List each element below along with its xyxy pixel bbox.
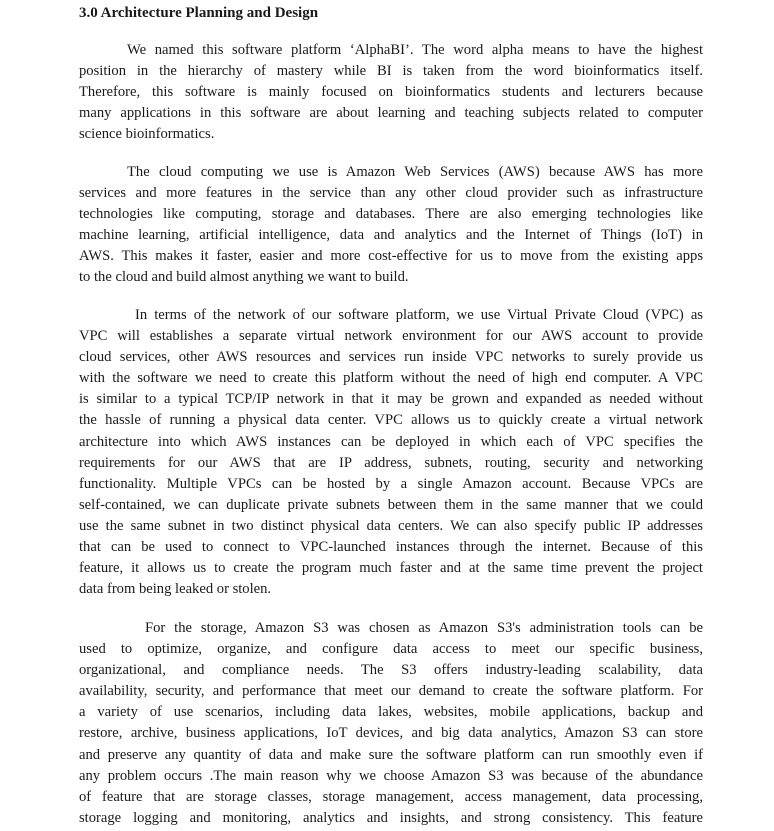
text-line: cloud services, other AWS resources and services run inside VPC networks to surely provide us — [79, 349, 703, 366]
text-line: availability, security, and performance that meet our demand to create the software platform. For — [79, 683, 703, 700]
paragraph-aws — [79, 162, 703, 289]
text-line: architecture into which AWS instances can be deployed in which each of VPC specifies the — [79, 433, 703, 450]
text-line: the hassle of running a physical data center. VPC allows us to quickly create a virtual network — [79, 412, 703, 429]
text-line: AWS. This makes it faster, easier and more cost-effective for us to move from the existing apps — [79, 248, 703, 265]
text-line: Therefore, this software is mainly focused on bioinformatics students and lecturers because — [79, 84, 703, 101]
text-line: is similar to a typical TCP/IP network in that it may be grown and expanded as needed without — [79, 391, 703, 408]
text-line: requirements for our AWS that are IP address, subnets, routing, security and networking — [79, 454, 703, 471]
text-line: functionality. Multiple VPCs can be hosted by a single Amazon account. Because VPCs are — [79, 475, 703, 492]
text-line: a variety of use scenarios, including data lakes, websites, mobile applications, backup and — [79, 704, 703, 721]
text-line: VPC will establishes a separate virtual network environment for our AWS account to provide — [79, 328, 703, 345]
text-line: technologies like computing, storage and databases. There are also emerging technologies like — [79, 206, 703, 223]
text-line: In terms of the network of our software platform, we use Virtual Private Cloud (VPC) as — [135, 307, 703, 323]
text-line: data from being leaked or stolen. — [79, 581, 272, 598]
text-line: position in the hierarchy of mastery while BI is taken from the word bioinformatics itself. — [79, 63, 703, 80]
text-line: and preserve any quantity of data and make sure the software platform can run smoothly even if — [79, 746, 703, 763]
text-line: with the software we need to create this platform without the need of high end computer. A VPC — [79, 370, 703, 387]
paragraph-vpc — [79, 305, 703, 600]
text-line: to the cloud and build almost anything we want to build. — [79, 269, 409, 286]
text-line: We named this software platform ‘AlphaBI’. The word alpha means to have the highest — [127, 42, 703, 58]
text-line: used to optimize, organize, and configure data access to meet our specific business, — [79, 641, 703, 658]
text-line: For the storage, Amazon S3 was chosen as Amazon S3's administration tools can be — [145, 620, 703, 636]
text-line: restore, archive, business applications, IoT devices, and big data analytics, Amazon S3 can store — [79, 725, 703, 742]
text-line: science bioinformatics. — [79, 126, 215, 143]
text-line: machine learning, artificial intelligence, data and analytics and the Internet of Things (IoT) in — [79, 227, 703, 244]
text-line: self-contained, we can duplicate private subnets between them in the same manner that we could — [79, 496, 703, 513]
text-line: services and more features in the service than any other cloud provider such as infrastructure — [79, 185, 703, 202]
text-line: storage logging and monitoring, analytics and insights, and strong consistency. This feature — [79, 809, 703, 826]
text-line: many applications in this software are about learning and teaching subjects related to computer — [79, 105, 703, 122]
section-heading: 3.0 Architecture Planning and Design — [79, 5, 319, 21]
text-line: that can be used to connect to VPC-launched instances through the internet. Because of this — [79, 539, 703, 556]
paragraph-s3 — [79, 618, 703, 829]
paragraph-alphabi — [79, 40, 703, 145]
text-line: of feature that are storage classes, storage management, access management, data processing, — [79, 788, 703, 805]
text-line: any problem occurs .The main reason why we choose Amazon S3 was because of the abundance — [79, 767, 703, 784]
text-line: The cloud computing we use is Amazon Web Services (AWS) because AWS has more — [127, 164, 703, 180]
text-line: use the same subnet in two distinct physical data centers. We can also specify public IP addresses — [79, 517, 703, 534]
text-line: organizational, and compliance needs. The S3 offers industry-leading scalability, data — [79, 662, 703, 679]
text-line: feature, it allows us to create the program much faster and at the same time prevent the project — [79, 560, 703, 577]
